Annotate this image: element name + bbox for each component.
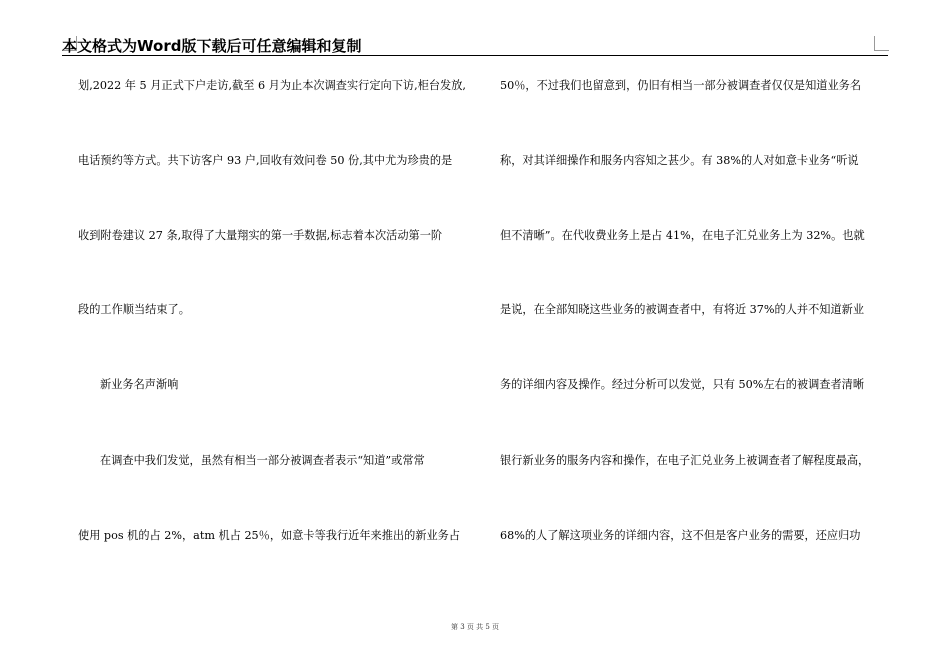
page-number: 第 3 页 共 5 页 — [450, 623, 500, 631]
text-line: 称，对其详细操作和服务内容知之甚少。有 38%的人对如意卡业务“听说 — [500, 154, 859, 167]
text-line: 是说，在全部知晓这些业务的被调查者中，有将近 37%的人并不知道新业 — [500, 303, 865, 316]
text-line: 收到附卷建议 27 条,取得了大量翔实的第一手数据,标志着本次活动第一阶 — [78, 229, 443, 242]
text-line: 划,2022 年 5 月正式下户走访,截至 6 月为止本次调查实行定向下访,柜台发放, — [78, 79, 466, 92]
crop-mark-top-right — [874, 36, 889, 51]
header-divider — [62, 55, 888, 56]
text-line: 68%的人了解这项业务的详细内容，这不但是客户业务的需要，还应归功 — [500, 529, 861, 542]
text-line: 在调查中我们发觉，虽然有相当一部分被调查者表示“知道”或常常 — [100, 454, 425, 467]
text-line: 50％，不过我们也留意到，仍旧有相当一部分被调查者仅仅是知道业务名 — [500, 79, 862, 92]
text-line: 电话预约等方式。共下访客户 93 户,回收有效问卷 50 份,其中尤为珍贵的是 — [78, 154, 453, 167]
text-line: 银行新业务的服务内容和操作，在电子汇兑业务上被调查者了解程度最高， — [500, 454, 870, 467]
text-line: 段的工作顺当结束了。 — [78, 303, 190, 316]
text-line: 但不清晰”。在代收费业务上是占 41%，在电子汇兑业务上为 32%。也就 — [500, 229, 865, 242]
text-line: 务的详细内容及操作。经过分析可以发觉，只有 50%左右的被调查者清晰 — [500, 378, 865, 391]
document-header-title: 本文格式为Word版下载后可任意编辑和复制 — [62, 37, 362, 55]
section-heading: 新业务名声渐响 — [100, 378, 179, 391]
text-line: 使用 pos 机的占 2%，atm 机占 25％，如意卡等我行近年来推出的新业务占 — [78, 529, 461, 542]
